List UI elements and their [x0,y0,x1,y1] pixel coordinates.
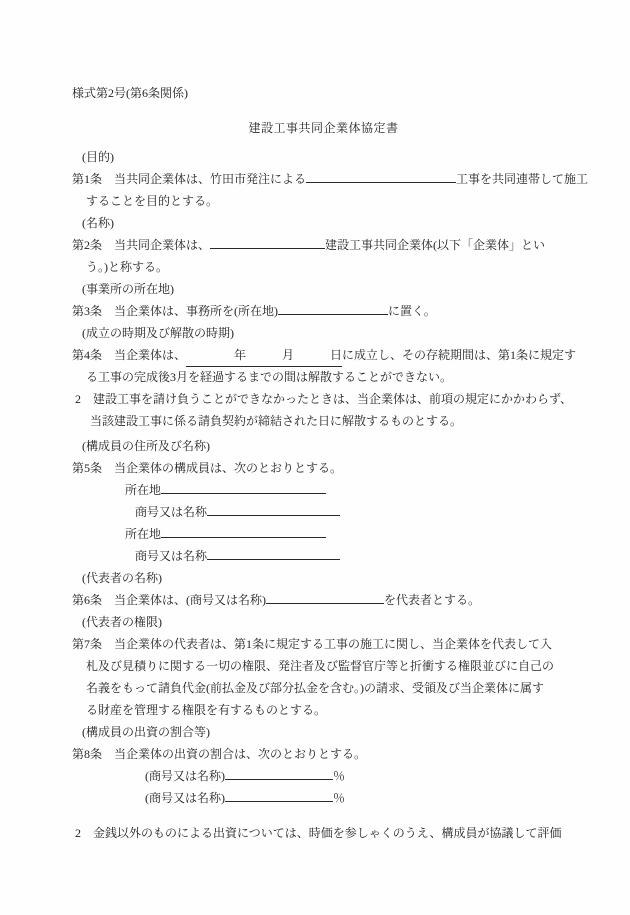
section-heading-name [72,212,575,234]
article-4-cont [72,366,575,388]
section-heading-authority [72,611,575,633]
text-run: 商号又は名称 [135,505,208,519]
text-run: (構成員の出資の割合等) [82,725,210,739]
text-run: (名称) [82,216,114,230]
text-run: (成立の時期及び解散の時期) [82,326,234,340]
section-heading-investment [72,721,575,743]
article-2 [72,234,575,256]
document-body [72,146,589,844]
text-run: る工事の完成後3月を経過するまでの間は解散することができない。 [86,370,453,384]
text-run: (代表者の権限) [82,615,162,629]
fill-in-blank [207,546,340,560]
article-7-cont-1 [72,655,575,677]
article-4 [72,344,575,366]
text-run: る財産を管理する権限を有するものとする。 [86,703,327,717]
text-run: (代表者の名称) [82,571,162,585]
text-run: 商号又は名称 [135,549,208,563]
fill-in-date-blank: 年 月 日 [186,344,342,367]
article-7-cont-3 [72,699,575,721]
article-4-para-2 [72,388,575,410]
text-run: 第3条 当企業体は、事務所を(所在地) [72,304,278,318]
fill-in-blank [210,235,325,249]
article-4-para-2-cont [72,410,575,432]
text-run: 工事を共同連帯して施工 [456,172,589,186]
investment-ratio-2 [72,787,575,809]
section-heading-members [72,435,575,457]
text-run: 建設工事共同企業体(以下「企業体」とい [325,238,546,252]
member-2-name [72,545,575,567]
text-run: (商号又は名称) [145,791,225,805]
text-run: (商号又は名称) [145,769,225,783]
section-heading-period [72,322,575,344]
article-7-cont-2 [72,677,575,699]
text-run: に成立し、その存続期間は、第1条に規定す [342,348,577,362]
fill-in-blank [161,524,326,538]
text-run: 所在地 [125,483,162,497]
article-5 [72,457,575,479]
fill-in-blank [225,788,333,802]
article-6 [72,589,575,611]
text-run: に置く。 [388,304,436,318]
article-1-cont [72,190,575,212]
text-run: 2 金銭以外のものによる出資については、時価を参しゃくのうえ、構成員が協議して評価 [75,826,562,840]
text-run: 名義をもって請負代金(前払金及び部分払金を含む。)の請求、受領及び当企業体に属す [86,681,544,695]
text-run: (事業所の所在地) [82,282,174,296]
investment-ratio-1 [72,765,575,787]
fill-in-blank [306,169,456,183]
text-run: 第2条 当共同企業体は、 [72,238,211,252]
text-run: う。)と称する。 [86,260,168,274]
text-run: 札及び見積りに関する一切の権限、発注者及び監督官庁等と折衝する権限並びに自己の [86,659,555,673]
section-heading-purpose [72,146,575,168]
text-run: 第5条 当企業体の構成員は、次のとおりとする。 [72,461,343,475]
text-run: 第8条 当企業体の出資の割合は、次のとおりとする。 [72,747,367,761]
text-run: 2 建設工事を請け負うことができなかったときは、当企業体は、前項の規定にかかわらず、 [75,392,573,406]
article-7 [72,633,575,655]
text-run: 第6条 当企業体は、(商号又は名称) [72,593,266,607]
member-1-address [72,479,575,501]
document-title: 建設工事共同企業体協定書 [248,121,399,135]
section-heading-representative [72,567,575,589]
text-run: 第7条 当企業体の代表者は、第1条に規定する工事の施工に関し、当企業体を代表して入 [72,637,553,651]
text-run: (構成員の住所及び名称) [82,439,210,453]
text-run: ％ [333,769,346,783]
form-number-label: 様式第2号(第6条関係) [72,86,188,100]
text-run: を代表者とする。 [384,593,481,607]
article-8 [72,743,575,765]
text-run: (目的) [82,150,114,164]
member-2-address [72,523,575,545]
text-run: 第4条 当企業体は、 [72,348,187,362]
member-1-name [72,501,575,523]
fill-in-blank [161,480,326,494]
fill-in-blank [266,590,384,604]
article-3 [72,300,575,322]
text-run: 所在地 [125,527,162,541]
text-run: 第1条 当共同企業体は、竹田市発注による [72,172,307,186]
text-run: することを目的とする。 [86,194,219,208]
text-run: 当該建設工事に係る請負契約が締結された日に解散するものとする。 [90,414,463,428]
article-1 [72,168,589,190]
text-run: ％ [333,791,346,805]
fill-in-blank [207,502,340,516]
article-8-para-2 [72,822,575,844]
section-heading-office [72,278,575,300]
fill-in-blank [225,766,333,780]
fill-in-blank [278,301,388,315]
article-2-cont [72,256,575,278]
